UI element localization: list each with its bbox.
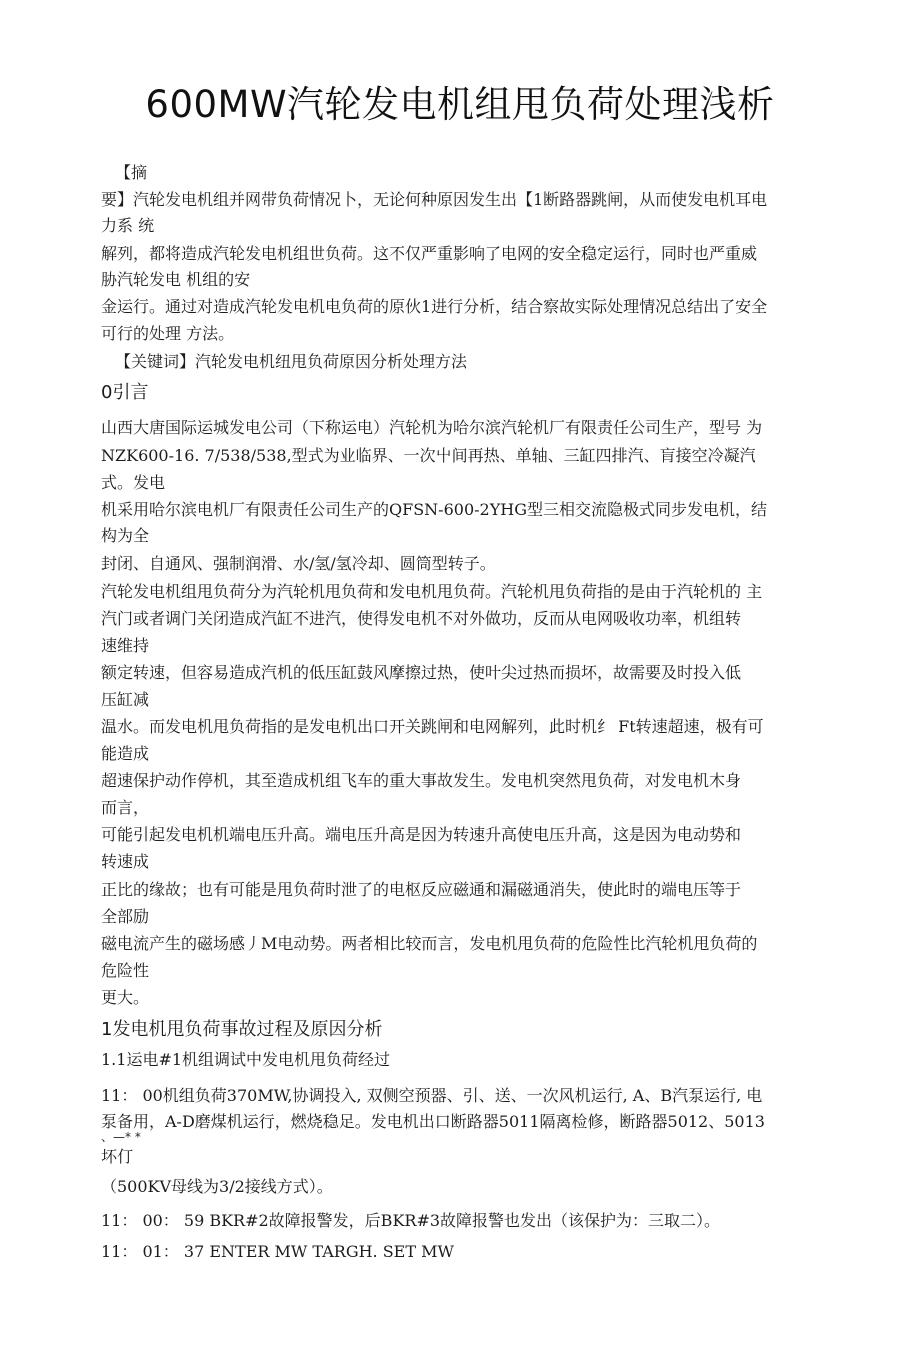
event-line: 11： 00机组负荷370MW,协调投入, 双侧空预器、引、送、一次风机运行, A、B汽泵运行, 电 [101, 1086, 763, 1105]
body-line: 机采用哈尔滨电机厂有限责任公司生产的QFSN-600-2YHG型三相交流隐极式同步发电机，结 [101, 500, 768, 519]
abstract-line: 要】汽轮发电机组并网带负荷情况卜，无论何种原因发生出【1断路器跳闸，从而使发电机耳电 [101, 190, 768, 209]
section-heading-intro: 0引言 [101, 382, 149, 403]
body-line: 汽轮发电机组甩负荷分为汽轮机甩负荷和发电机甩负荷。汽轮机甩负荷指的是由于汽轮机的 主 [101, 582, 763, 601]
body-line: 转速成 [101, 852, 150, 871]
body-line: 全部励 [101, 907, 150, 926]
abstract-line: 力系 统 [101, 216, 155, 235]
event-line: 11： 01： 37 ENTER MW TARGH. SET MW [101, 1242, 454, 1261]
body-line: 式。发电 [101, 473, 166, 492]
event-line-fragment: 、—* * [101, 1130, 141, 1144]
body-line: 压缸减 [101, 690, 150, 709]
body-line: 磁电流产生的磁场感丿M电动势。两者相比较而言，发电机甩负荷的危险性比汽轮机甩负荷的 [101, 934, 758, 953]
body-line: NZK600-16. 7/538/538,型式为业临界、一次屮间再热、单轴、三缸四排汽、肓接空冷凝汽 [101, 446, 756, 465]
body-line: 额定转速，但容易造成汽机的低压缸鼓风摩擦过热，使叶尖过热而损坏，故需要及时投入低 [101, 663, 742, 682]
body-line: 速维持 [101, 636, 150, 655]
body-line: 汽门或者调门关闭造成汽缸不进汽，使得发电机不对外做功，反而从电网吸收功率，机组转 [101, 609, 742, 628]
event-line: 11： 00： 59 BKR#2故障报警发，后BKR#3故障报警也发出（该保护为：三取二）。 [101, 1211, 721, 1230]
body-line: 可能引起发电机机端电压升高。端电压升高是因为转速升高使电压升高，这是因为电动势和 [101, 825, 742, 844]
body-line: 危险性 [101, 961, 150, 980]
abstract-line: 解列，都将造成汽轮发电机组世负荷。这不仅严重影响了电网的安全稳定运行，同时也严重威 [101, 244, 758, 263]
page-title: 600MW汽轮发电机组甩负荷处理浅析 [145, 83, 775, 126]
body-line: 构为全 [101, 526, 150, 545]
subsection-heading: 1.1运电#1机组调试中发电机甩负荷经过 [101, 1050, 391, 1069]
body-line: 封闭、自通风、强制润滑、水/氢/氢冷却、圆筒型转子。 [101, 554, 496, 573]
section-heading-1: 1发电机甩负荷事故过程及原因分析 [101, 1019, 383, 1040]
abstract-line: 金运行。通过对造成汽轮发电机电负荷的原伙1进行分析，结合察故实际处理情况总结出了安全 [101, 297, 768, 316]
abstract-line: 可行的处理 方法。 [101, 324, 235, 343]
abstract-line: 【摘 [115, 163, 148, 182]
keywords-line: 【关键词】汽轮发电机纽甩负荷原因分析处理方法 [115, 352, 468, 371]
body-line: 更大。 [101, 988, 150, 1007]
abstract-line: 胁汽轮发电 机组的安 [101, 270, 251, 289]
body-line: 而言， [101, 798, 150, 817]
body-line: 温水。而发电机甩负荷指的是发电机出口开关跳闸和电网解列，此时机纟 Ft转速超速，极有可 [101, 717, 764, 736]
event-line: 坏仃 [101, 1147, 134, 1166]
body-line: 正比的缘故；也有可能是甩负荷时泄了的电枢反应磁通和漏磁通消失，使此时的端电压等于 [101, 880, 742, 899]
event-line: （500KV母线为3/2接线方式）。 [101, 1177, 333, 1196]
body-line: 能造成 [101, 744, 150, 763]
body-line: 超速保护动作停机，其至造成机组飞车的重大事故发生。发电机突然甩负荷，对发电机木身 [101, 771, 742, 790]
body-line: 山西大唐国际运城发电公司（下称运电）汽轮机为哈尔滨汽轮机厂有限责任公司生产，型号 为 [101, 418, 763, 437]
event-line: 泵备用，A-D磨煤机运行，燃烧稳足。发电机出口断路器5011隔离检修，断路器5012、5013 [101, 1112, 765, 1131]
